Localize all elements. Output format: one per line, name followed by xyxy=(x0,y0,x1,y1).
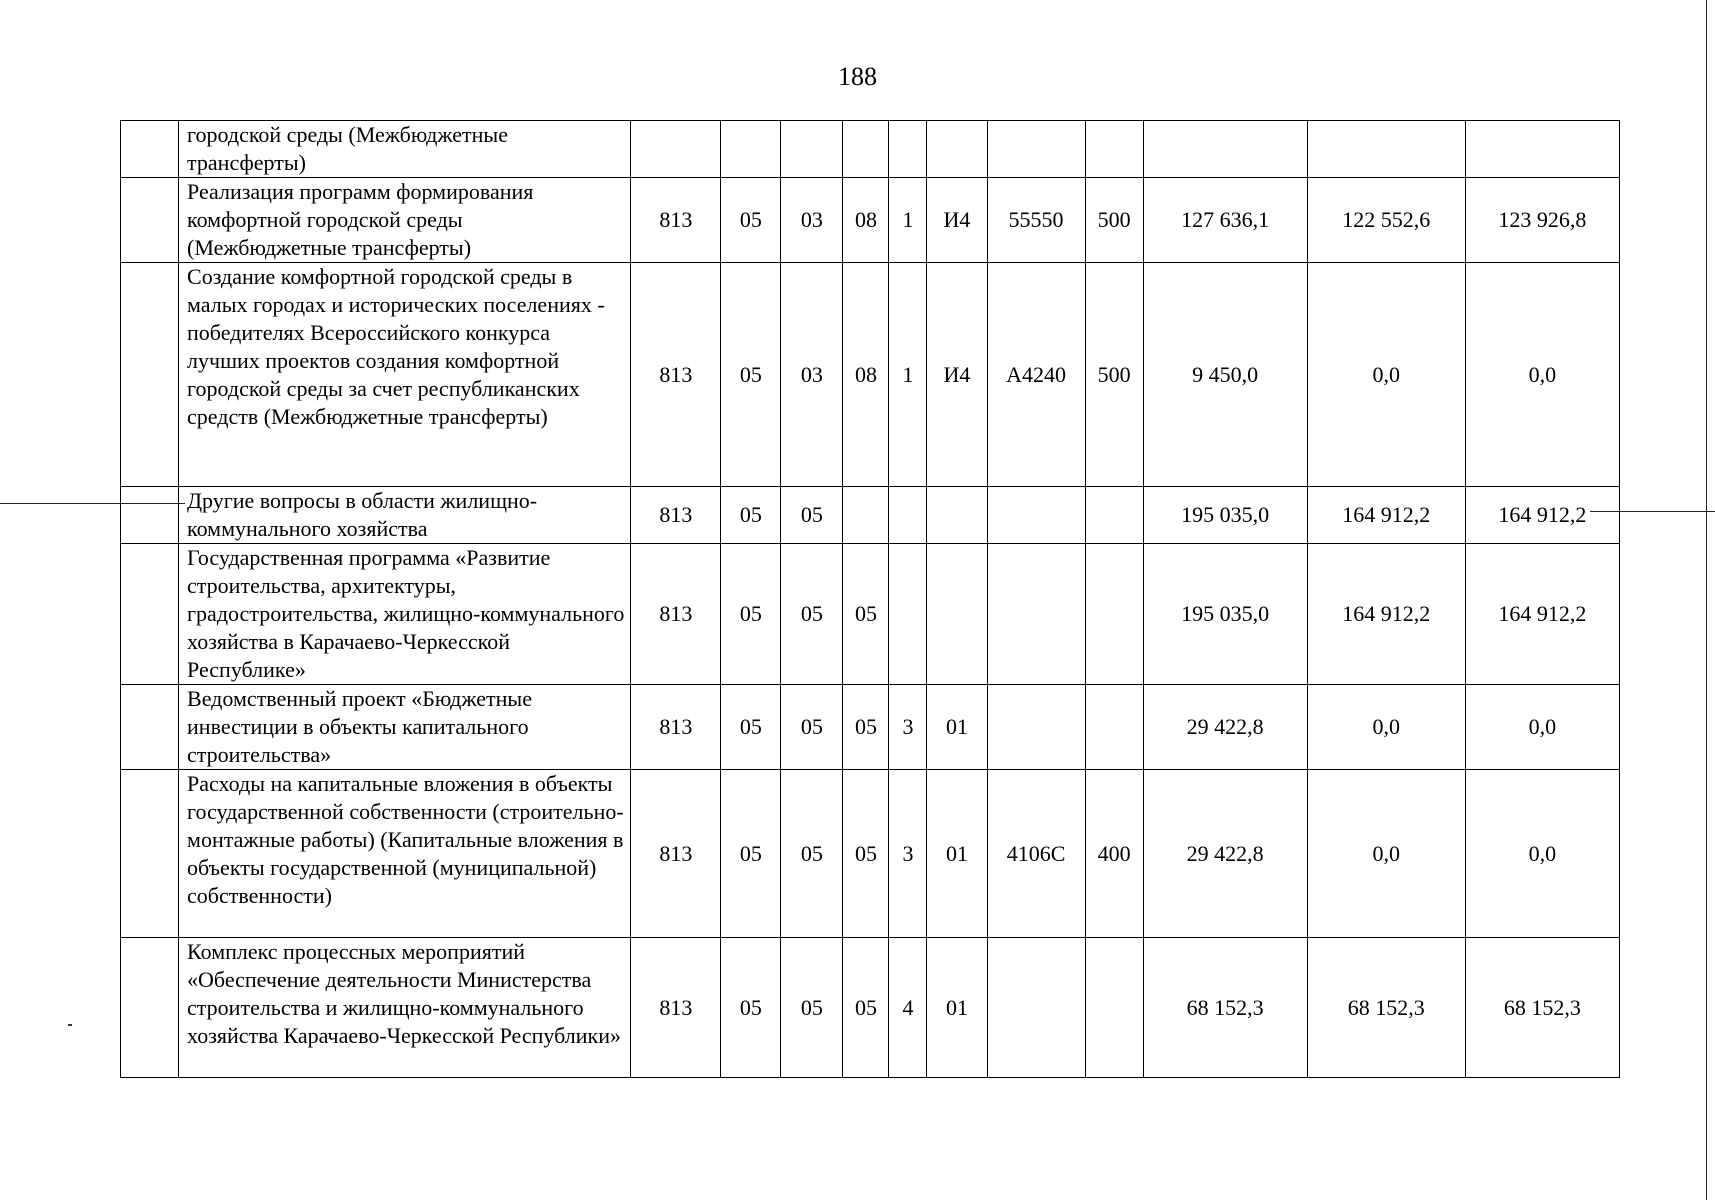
event-code: 01 xyxy=(927,770,987,938)
row-name: Расходы на капитальные вложения в объекты государственной собственности (строительно-монтажные работы) (Капитальные вложения в объекты государственной (муниципальной) собственности) xyxy=(179,770,631,938)
amount-year-2: 122 552,6 xyxy=(1307,178,1465,263)
ministry-code: 813 xyxy=(631,263,721,487)
expense-type-code xyxy=(1085,121,1143,178)
table-row xyxy=(121,487,1620,544)
section-code: 05 xyxy=(721,487,781,544)
structure-code xyxy=(889,121,927,178)
row-name: Государственная программа «Развитие строительства, архитектуры, градостроительства, жилищно-коммунального хозяйства в Карачаево-Черкесской Республике» xyxy=(179,544,631,685)
amount-year-1: 29 422,8 xyxy=(1143,685,1307,770)
amount-year-2: 164 912,2 xyxy=(1307,487,1465,544)
direction-code: 55550 xyxy=(987,178,1085,263)
table-row xyxy=(121,685,1620,770)
table-row xyxy=(121,938,1620,1078)
subsection-code: 05 xyxy=(781,685,843,770)
direction-code xyxy=(987,121,1085,178)
scan-cut-line-left xyxy=(0,503,185,504)
table-row xyxy=(121,544,1620,685)
structure-code: 1 xyxy=(889,178,927,263)
row-name: городской среды (Межбюджетные трансферты) xyxy=(179,121,631,178)
expense-type-code xyxy=(1085,685,1143,770)
scan-cut-line-right xyxy=(1590,511,1715,512)
index-cell xyxy=(121,121,179,178)
section-code: 05 xyxy=(721,938,781,1078)
table-row xyxy=(121,121,1620,178)
budget-table xyxy=(120,120,1620,1078)
event-code: 01 xyxy=(927,685,987,770)
ministry-code: 813 xyxy=(631,178,721,263)
section-code: 05 xyxy=(721,178,781,263)
amount-year-3: 164 912,2 xyxy=(1465,544,1619,685)
expense-type-code xyxy=(1085,938,1143,1078)
amount-year-1: 9 450,0 xyxy=(1143,263,1307,487)
amount-year-3: 123 926,8 xyxy=(1465,178,1619,263)
structure-code: 1 xyxy=(889,263,927,487)
table-row xyxy=(121,263,1620,487)
amount-year-3 xyxy=(1465,121,1619,178)
amount-year-3: 68 152,3 xyxy=(1465,938,1619,1078)
program-code: 05 xyxy=(843,770,889,938)
amount-year-2: 0,0 xyxy=(1307,263,1465,487)
section-code: 05 xyxy=(721,544,781,685)
structure-code xyxy=(889,544,927,685)
event-code xyxy=(927,544,987,685)
amount-year-1: 195 035,0 xyxy=(1143,487,1307,544)
amount-year-2 xyxy=(1307,121,1465,178)
index-cell xyxy=(121,770,179,938)
structure-code xyxy=(889,487,927,544)
amount-year-2: 68 152,3 xyxy=(1307,938,1465,1078)
index-cell xyxy=(121,685,179,770)
amount-year-1: 127 636,1 xyxy=(1143,178,1307,263)
amount-year-3: 0,0 xyxy=(1465,770,1619,938)
section-code: 05 xyxy=(721,770,781,938)
expense-type-code xyxy=(1085,544,1143,685)
subsection-code: 03 xyxy=(781,178,843,263)
structure-code: 3 xyxy=(889,770,927,938)
section-code: 05 xyxy=(721,263,781,487)
amount-year-1: 68 152,3 xyxy=(1143,938,1307,1078)
ministry-code: 813 xyxy=(631,487,721,544)
direction-code xyxy=(987,685,1085,770)
expense-type-code: 400 xyxy=(1085,770,1143,938)
subsection-code: 05 xyxy=(781,487,843,544)
amount-year-3: 164 912,2 xyxy=(1465,487,1619,544)
ministry-code xyxy=(631,121,721,178)
row-name: Создание комфортной городской среды в малых городах и исторических поселениях - победителях Всероссийского конкурса лучших проектов создания комфортной городской среды за счет республиканских средств (Межбюджетные трансферты) xyxy=(179,263,631,487)
expense-type-code xyxy=(1085,487,1143,544)
index-cell xyxy=(121,263,179,487)
expense-type-code: 500 xyxy=(1085,178,1143,263)
direction-code xyxy=(987,487,1085,544)
direction-code xyxy=(987,544,1085,685)
event-code xyxy=(927,121,987,178)
subsection-code: 05 xyxy=(781,938,843,1078)
amount-year-3: 0,0 xyxy=(1465,685,1619,770)
program-code xyxy=(843,121,889,178)
program-code: 05 xyxy=(843,938,889,1078)
structure-code: 3 xyxy=(889,685,927,770)
ministry-code: 813 xyxy=(631,770,721,938)
amount-year-2: 164 912,2 xyxy=(1307,544,1465,685)
direction-code: А4240 xyxy=(987,263,1085,487)
section-code xyxy=(721,121,781,178)
index-cell xyxy=(121,178,179,263)
index-cell xyxy=(121,544,179,685)
amount-year-3: 0,0 xyxy=(1465,263,1619,487)
subsection-code: 03 xyxy=(781,263,843,487)
row-name: Ведомственный проект «Бюджетные инвестиции в объекты капитального строительства» xyxy=(179,685,631,770)
amount-year-1: 195 035,0 xyxy=(1143,544,1307,685)
scan-margin-line xyxy=(1706,0,1707,1200)
section-code: 05 xyxy=(721,685,781,770)
table-row xyxy=(121,178,1620,263)
row-name: Комплекс процессных мероприятий «Обеспечение деятельности Министерства строительства и жилищно-коммунального хозяйства Карачаево-Черкесской Республики» xyxy=(179,938,631,1078)
event-code xyxy=(927,487,987,544)
event-code: И4 xyxy=(927,178,987,263)
event-code: И4 xyxy=(927,263,987,487)
program-code: 08 xyxy=(843,263,889,487)
row-name: Другие вопросы в области жилищно-коммунального хозяйства xyxy=(179,487,631,544)
structure-code: 4 xyxy=(889,938,927,1078)
program-code: 05 xyxy=(843,544,889,685)
amount-year-2: 0,0 xyxy=(1307,685,1465,770)
program-code xyxy=(843,487,889,544)
index-cell xyxy=(121,487,179,544)
table-row xyxy=(121,770,1620,938)
ministry-code: 813 xyxy=(631,544,721,685)
subsection-code: 05 xyxy=(781,770,843,938)
subsection-code xyxy=(781,121,843,178)
amount-year-1 xyxy=(1143,121,1307,178)
ministry-code: 813 xyxy=(631,938,721,1078)
ministry-code: 813 xyxy=(631,685,721,770)
amount-year-2: 0,0 xyxy=(1307,770,1465,938)
direction-code xyxy=(987,938,1085,1078)
program-code: 08 xyxy=(843,178,889,263)
event-code: 01 xyxy=(927,938,987,1078)
program-code: 05 xyxy=(843,685,889,770)
expense-type-code: 500 xyxy=(1085,263,1143,487)
direction-code: 4106С xyxy=(987,770,1085,938)
index-cell xyxy=(121,938,179,1078)
subsection-code: 05 xyxy=(781,544,843,685)
page-number: 188 xyxy=(838,62,877,91)
scan-stray-mark xyxy=(68,1024,72,1026)
row-name: Реализация программ формирования комфортной городской среды (Межбюджетные трансферты) xyxy=(179,178,631,263)
amount-year-1: 29 422,8 xyxy=(1143,770,1307,938)
